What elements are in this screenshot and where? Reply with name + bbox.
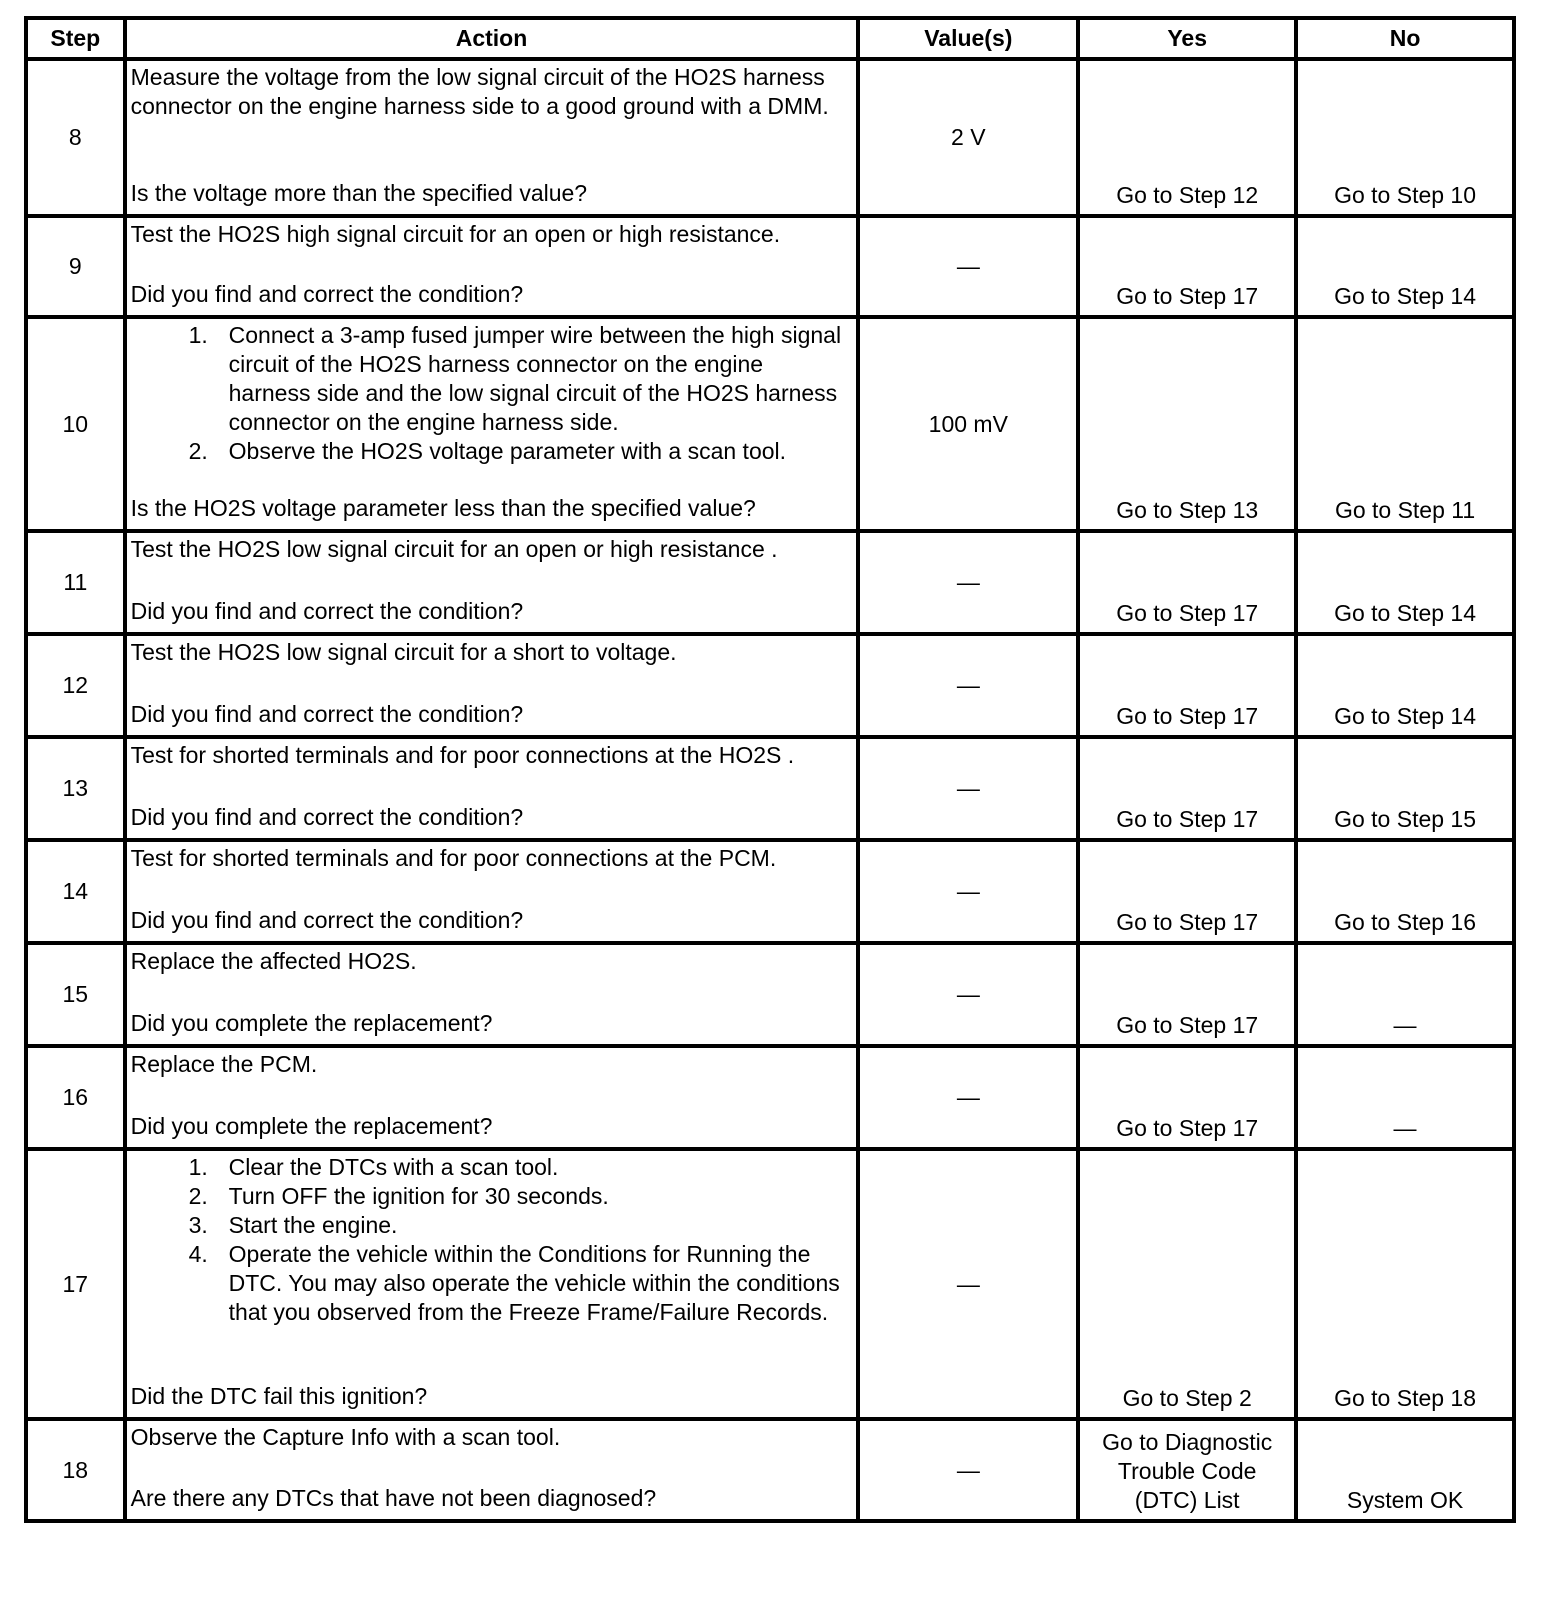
action-cell: [125, 737, 859, 840]
no-next-step: Go to Step 14: [1334, 600, 1477, 626]
header-row: [26, 18, 1514, 59]
action-list-number: 1.: [188, 322, 208, 348]
value-cell: 100 mV: [858, 317, 1078, 531]
action-cell: [125, 943, 859, 1046]
action-question: Did you find and correct the condition?: [130, 701, 524, 727]
action-list-number: 1.: [188, 1154, 208, 1180]
no-next-step: Go to Step 14: [1334, 283, 1477, 309]
diagnostic-table: [24, 16, 1516, 1523]
action-text: Observe the Capture Info with a scan tool.: [130, 1424, 561, 1450]
no-next-step: Go to Step 11: [1334, 497, 1476, 523]
table-row: [26, 59, 1514, 216]
action-list-text: Operate the vehicle within the Conditions for Running the DTC. You may also operate the vehicle within the conditions that you observed from the Freeze Frame/Failure Records.: [228, 1241, 840, 1325]
action-question: Did you find and correct the condition?: [130, 804, 524, 830]
table-row: [26, 840, 1514, 943]
step-number: 18: [26, 1419, 125, 1521]
table-row: [26, 216, 1514, 317]
action-instruction: [131, 947, 851, 976]
no-cell: [1296, 634, 1514, 737]
action-list-item: [189, 437, 851, 466]
no-next-step: System OK: [1346, 1487, 1464, 1513]
value-cell: —: [858, 531, 1078, 634]
yes-cell: [1078, 1149, 1296, 1419]
action-text: Test the HO2S low signal circuit for a short to voltage.: [130, 639, 677, 665]
value-cell: —: [858, 737, 1078, 840]
table-row: [26, 317, 1514, 531]
action-list-item: [189, 321, 851, 437]
action-question: Did you complete the replacement?: [130, 1113, 493, 1139]
step-number: 13: [26, 737, 125, 840]
action-text: Test the HO2S low signal circuit for an open or high resistance .: [130, 536, 778, 562]
no-cell: [1296, 531, 1514, 634]
value-cell: —: [858, 216, 1078, 317]
header-no: No: [1296, 18, 1514, 59]
action-list-item: [189, 1240, 851, 1327]
header-yes: Yes: [1078, 18, 1296, 59]
action-list-number: 3.: [188, 1212, 208, 1238]
step-number: 16: [26, 1046, 125, 1149]
table-body: [26, 59, 1514, 1521]
value-cell: 2 V: [858, 59, 1078, 216]
action-question: Are there any DTCs that have not been diagnosed?: [130, 1485, 657, 1511]
no-next-step: —: [1393, 1115, 1417, 1141]
no-cell: [1296, 59, 1514, 216]
action-list-number: 2.: [188, 438, 208, 464]
action-cell: [125, 1149, 859, 1419]
action-list-number: 4.: [188, 1241, 208, 1267]
no-next-step: Go to Step 15: [1334, 806, 1477, 832]
action-cell: [125, 1046, 859, 1149]
no-next-step: —: [1393, 1012, 1417, 1038]
action-question: Did you find and correct the condition?: [130, 598, 524, 624]
action-list-item: [189, 1182, 851, 1211]
action-cell: [125, 840, 859, 943]
yes-next-step: Go to Step 17: [1116, 600, 1259, 626]
action-instruction: [131, 638, 851, 667]
value-cell: —: [858, 634, 1078, 737]
action-text: Measure the voltage from the low signal circuit of the HO2S harness connector on the engine harness side to a good ground with a DMM.: [130, 64, 829, 119]
no-cell: [1296, 1149, 1514, 1419]
yes-next-step: Go to Step 17: [1116, 1012, 1259, 1038]
value-cell: —: [858, 943, 1078, 1046]
action-list-text: Connect a 3-amp fused jumper wire between the high signal circuit of the HO2S harness connector on the engine harness side and the low signal circuit of the HO2S harness connector on the engine harness side.: [228, 322, 842, 435]
yes-cell: [1078, 1046, 1296, 1149]
yes-cell: [1078, 216, 1296, 317]
action-list-text: Turn OFF the ignition for 30 seconds.: [228, 1183, 609, 1209]
no-cell: [1296, 943, 1514, 1046]
action-text: Test for shorted terminals and for poor connections at the HO2S .: [130, 742, 795, 768]
yes-next-step: Go to Step 17: [1116, 283, 1259, 309]
yes-cell: [1078, 634, 1296, 737]
no-cell: [1296, 317, 1514, 531]
yes-cell: [1078, 531, 1296, 634]
action-instruction: [131, 1423, 851, 1452]
yes-next-step: Go to Step 17: [1116, 1115, 1259, 1141]
yes-next-step: Go to Step 17: [1116, 703, 1259, 729]
value-cell: —: [858, 840, 1078, 943]
action-list-item: [189, 1211, 851, 1240]
yes-next-step: Go to Step 13: [1116, 497, 1259, 523]
no-next-step: Go to Step 16: [1334, 909, 1477, 935]
no-cell: [1296, 737, 1514, 840]
action-question: Did you find and correct the condition?: [130, 281, 524, 307]
table-row: [26, 943, 1514, 1046]
step-number: 9: [26, 216, 125, 317]
action-list-text: Observe the HO2S voltage parameter with a scan tool.: [228, 438, 787, 464]
table-row: [26, 634, 1514, 737]
step-number: 11: [26, 531, 125, 634]
action-question: Is the HO2S voltage parameter less than the specified value?: [130, 495, 756, 521]
action-list: [189, 321, 851, 466]
action-cell: [125, 531, 859, 634]
table-row: [26, 1149, 1514, 1419]
action-cell: [125, 1419, 859, 1521]
action-instruction: [131, 741, 851, 770]
no-cell: [1296, 216, 1514, 317]
action-list-text: Clear the DTCs with a scan tool.: [228, 1154, 559, 1180]
yes-cell: [1078, 943, 1296, 1046]
value-cell: —: [858, 1149, 1078, 1419]
yes-next-step: Go to Step 17: [1116, 909, 1259, 935]
step-number: 14: [26, 840, 125, 943]
yes-cell: [1078, 737, 1296, 840]
yes-cell: [1078, 317, 1296, 531]
action-instruction: [131, 321, 851, 466]
action-text: Replace the affected HO2S.: [130, 948, 417, 974]
header-step: Step: [26, 18, 125, 59]
table-row: [26, 737, 1514, 840]
action-cell: [125, 59, 859, 216]
action-instruction: [131, 63, 851, 121]
step-number: 8: [26, 59, 125, 216]
no-next-step: Go to Step 18: [1334, 1385, 1477, 1411]
header-values: Value(s): [858, 18, 1078, 59]
action-list-item: [189, 1153, 851, 1182]
action-text: Test the HO2S high signal circuit for an open or high resistance.: [130, 221, 781, 247]
action-text: Test for shorted terminals and for poor connections at the PCM.: [130, 845, 777, 871]
action-question: Did the DTC fail this ignition?: [130, 1383, 428, 1409]
step-number: 10: [26, 317, 125, 531]
table-row: [26, 1419, 1514, 1521]
action-question: Did you complete the replacement?: [130, 1010, 493, 1036]
yes-next-step: Go to Diagnostic Trouble Code (DTC) List: [1102, 1429, 1273, 1513]
action-instruction: [131, 220, 851, 249]
yes-next-step: Go to Step 17: [1116, 806, 1259, 832]
action-instruction: [131, 1153, 851, 1327]
action-list-text: Start the engine.: [228, 1212, 398, 1238]
no-cell: [1296, 1046, 1514, 1149]
action-question: Did you find and correct the condition?: [130, 907, 524, 933]
action-list-number: 2.: [188, 1183, 208, 1209]
yes-next-step: Go to Step 2: [1122, 1385, 1252, 1411]
no-cell: [1296, 1419, 1514, 1521]
table-row: [26, 531, 1514, 634]
yes-next-step: Go to Step 12: [1116, 182, 1259, 208]
action-instruction: [131, 535, 851, 564]
action-list: [189, 1153, 851, 1327]
step-number: 12: [26, 634, 125, 737]
step-number: 17: [26, 1149, 125, 1419]
no-cell: [1296, 840, 1514, 943]
table-row: [26, 1046, 1514, 1149]
action-cell: [125, 317, 859, 531]
action-text: Replace the PCM.: [130, 1051, 318, 1077]
yes-cell: [1078, 1419, 1296, 1521]
action-question: Is the voltage more than the specified value?: [130, 180, 588, 206]
no-next-step: Go to Step 14: [1334, 703, 1477, 729]
yes-cell: [1078, 59, 1296, 216]
yes-cell: [1078, 840, 1296, 943]
no-next-step: Go to Step 10: [1334, 182, 1477, 208]
action-instruction: [131, 844, 851, 873]
header-action: Action: [125, 18, 859, 59]
value-cell: —: [858, 1419, 1078, 1521]
action-cell: [125, 634, 859, 737]
step-number: 15: [26, 943, 125, 1046]
action-instruction: [131, 1050, 851, 1079]
action-cell: [125, 216, 859, 317]
value-cell: —: [858, 1046, 1078, 1149]
